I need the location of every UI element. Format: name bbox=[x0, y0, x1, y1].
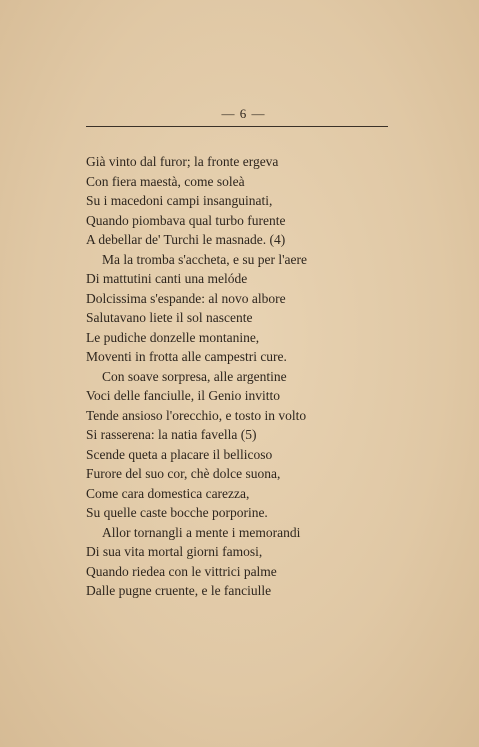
verse-line: Con fiera maestà, come soleà bbox=[86, 173, 245, 189]
verse-line: Di mattutini canti una melóde bbox=[86, 271, 248, 286]
verse-line: Come cara domestica carezza, bbox=[86, 485, 250, 501]
poem-verses bbox=[86, 152, 406, 601]
verse-line: Quando piombava qual turbo furente bbox=[86, 212, 286, 228]
page-number bbox=[0, 106, 479, 122]
verse-line: Moventi in frotta alle campestri cure. bbox=[86, 349, 287, 364]
verse-line: Tende ansioso l'orecchio, e tosto in volto bbox=[86, 407, 307, 423]
verse-line: Di sua vita mortal giorni famosi, bbox=[86, 544, 263, 559]
verse-line: Con soave sorpresa, alle argentine bbox=[102, 368, 287, 384]
verse-line: Già vinto dal furor; la fronte ergeva bbox=[86, 154, 279, 169]
verse-line: Scende queta a placare il bellicoso bbox=[86, 446, 273, 462]
verse-line: Furore del suo cor, chè dolce suona, bbox=[86, 466, 281, 481]
verse-line: Voci delle fanciulle, il Genio invitto bbox=[86, 388, 280, 403]
verse-line: A debellar de' Turchi le masnade. (4) bbox=[86, 232, 286, 247]
page-number-text: — 6 — bbox=[221, 106, 266, 121]
verse-line: Su i macedoni campi insanguinati, bbox=[86, 193, 273, 208]
verse-line: Su quelle caste bocche porporine. bbox=[86, 505, 268, 520]
verse-line: Quando riedea con le vittrici palme bbox=[86, 563, 277, 579]
verse-line: Dolcissima s'espande: al novo albore bbox=[86, 290, 286, 306]
verse-line: Allor tornangli a mente i memorandi bbox=[102, 524, 301, 540]
verse-line: Le pudiche donzelle montanine, bbox=[86, 329, 260, 345]
verse-line: Ma la tromba s'accheta, e su per l'aere bbox=[102, 251, 308, 267]
verse-line: Si rasserena: la natia favella (5) bbox=[86, 427, 257, 442]
header-rule bbox=[86, 126, 388, 127]
verse-line: Dalle pugne cruente, e le fanciulle bbox=[86, 583, 272, 598]
verse-line: Salutavano liete il sol nascente bbox=[86, 310, 253, 325]
